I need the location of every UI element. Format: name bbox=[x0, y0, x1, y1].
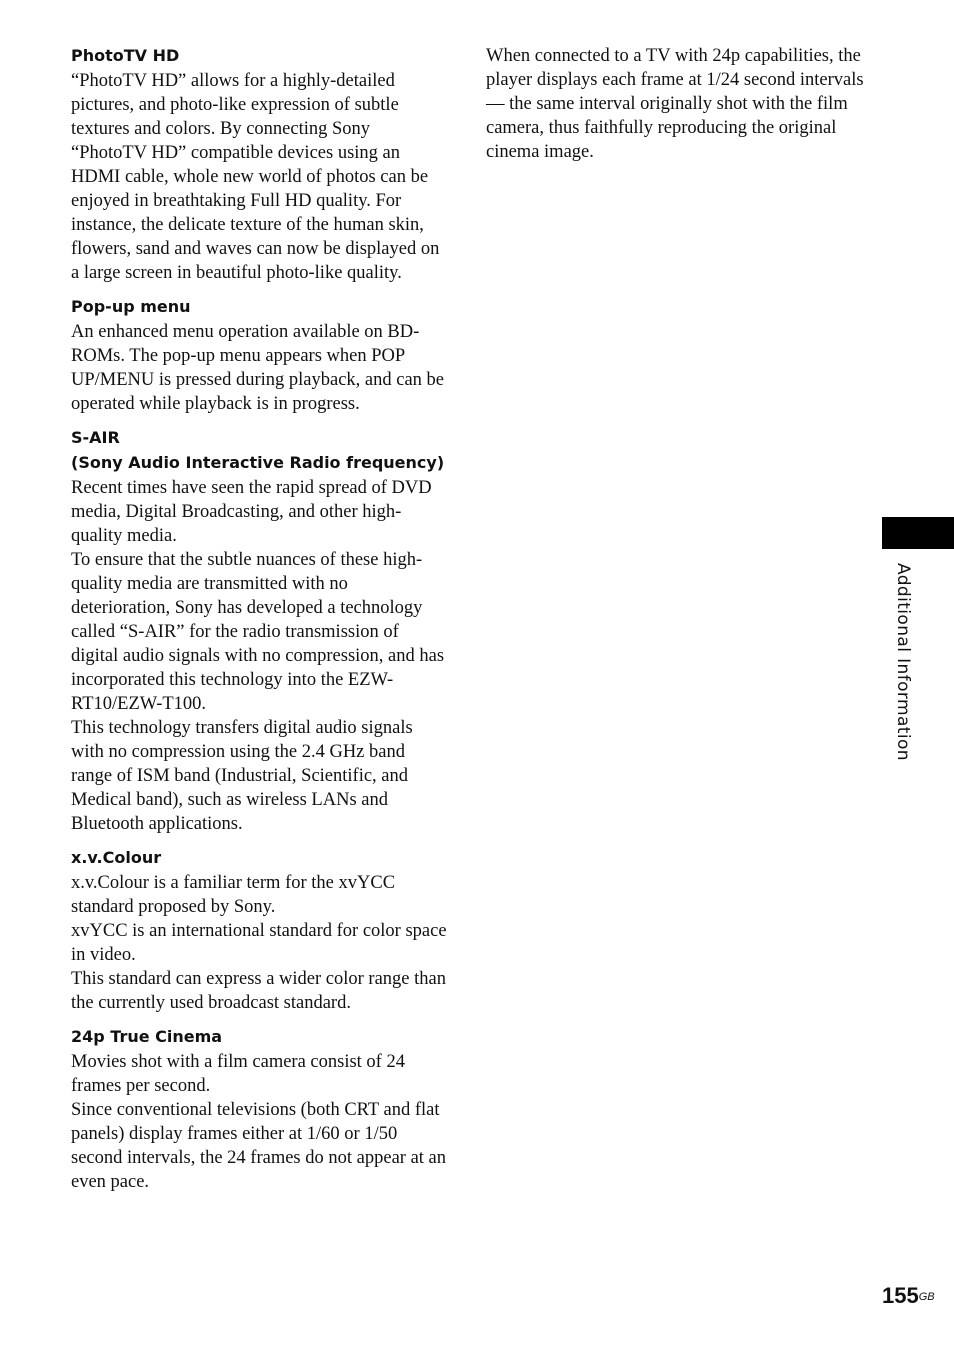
left-column bbox=[71, 44, 447, 1204]
entry-heading: PhotoTV HD bbox=[71, 46, 180, 65]
entry-heading: Pop-up menu bbox=[71, 297, 191, 316]
page-number-value: 155 bbox=[882, 1283, 919, 1308]
entry-paragraph: This technology transfers digital audio signals with no compression using the 2.4 GHz band range of ISM band (Industrial, Scientific, and Medical band), such as wireless LANs and Bluetooth applications. bbox=[71, 718, 413, 834]
entry-paragraph: “PhotoTV HD” allows for a highly-detailed pictures, and photo-like expression of subtle textures and colors. By connecting Sony “PhotoTV HD” compatible devices using an HDMI cable, whole new world of photos can be enjoyed in breathtaking Full HD quality. For instance, the delicate texture of the human skin, flowers, sand and waves can now be displayed on a large screen in beautiful photo-like quality. bbox=[71, 71, 440, 283]
entry-heading: S-AIR bbox=[71, 428, 120, 447]
continued-paragraph: When connected to a TV with 24p capabilities, the player displays each frame at 1/24 second intervals — the same interval originally shot with the film camera, thus faithfully reproducing the original cinema image. bbox=[486, 46, 864, 162]
section-tab-marker bbox=[882, 517, 954, 549]
entry-paragraph: This standard can express a wider color range than the currently used broadcast standard. bbox=[71, 969, 446, 1013]
entry-xv-colour bbox=[71, 846, 447, 1015]
entry-paragraph: Movies shot with a film camera consist of 24 frames per second. bbox=[71, 1052, 405, 1096]
section-tab-label: Additional Information bbox=[893, 563, 913, 761]
entry-heading: x.v.Colour bbox=[71, 848, 162, 867]
entry-paragraph: Recent times have seen the rapid spread of DVD media, Digital Broadcasting, and other high-quality media. bbox=[71, 478, 432, 546]
entry-24p-true-cinema bbox=[71, 1025, 447, 1194]
entry-heading: 24p True Cinema bbox=[71, 1027, 223, 1046]
entry-paragraph: Since conventional televisions (both CRT and flat panels) display frames either at 1/60 or 1/50 second intervals, the 24 frames do not appear at an even pace. bbox=[71, 1100, 447, 1192]
page-number bbox=[882, 1283, 935, 1309]
entry-phototv-hd bbox=[71, 44, 447, 285]
entry-popup-menu bbox=[71, 295, 447, 416]
entry-s-air bbox=[71, 426, 447, 836]
entry-paragraph: To ensure that the subtle nuances of these high-quality media are transmitted with no deterioration, Sony has developed a technology called “S-AIR” for the radio transmission of digital audio signals with no compression, and has incorporated this technology into the EZW-RT10/EZW-T100. bbox=[71, 550, 445, 714]
entry-paragraph: x.v.Colour is a familiar term for the xvYCC standard proposed by Sony. bbox=[71, 873, 396, 917]
entry-paragraph: xvYCC is an international standard for color space in video. bbox=[71, 921, 447, 965]
right-column bbox=[486, 44, 866, 164]
entry-paragraph: An enhanced menu operation available on BD-ROMs. The pop-up menu appears when POP UP/MENU is pressed during playback, and can be operated while playback is in progress. bbox=[71, 322, 444, 414]
entry-heading-subtitle: (Sony Audio Interactive Radio frequency) bbox=[71, 453, 445, 472]
page-region-code: GB bbox=[918, 1291, 935, 1303]
